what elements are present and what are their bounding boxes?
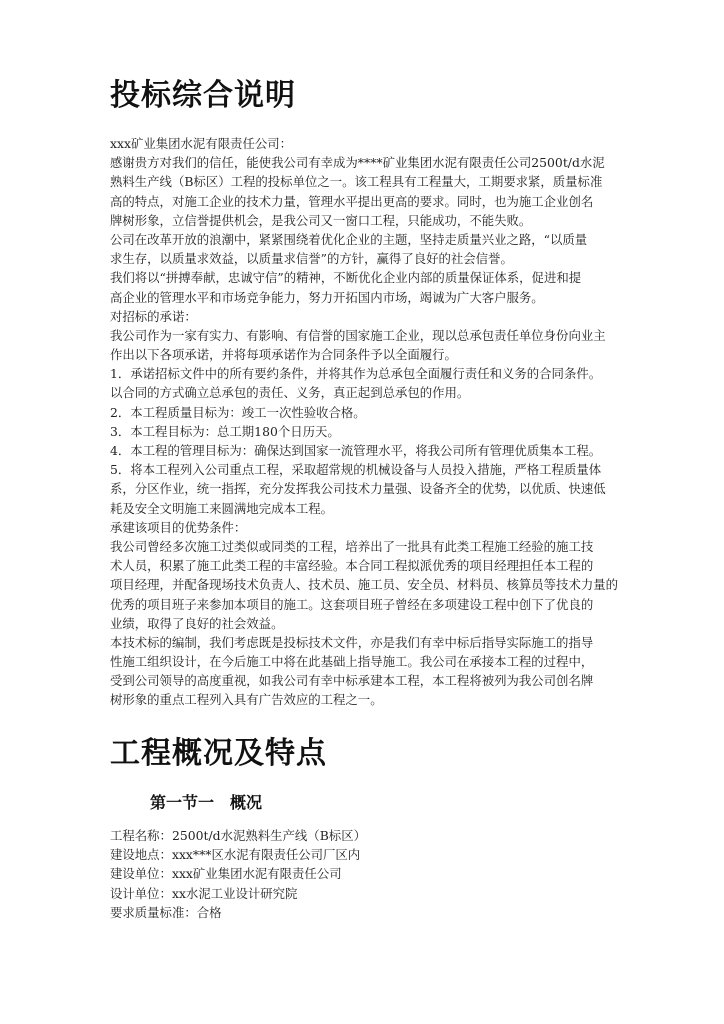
paragraph-line: 系，分区作业，统一指挥，充分发挥我公司技术力量强、设备齐全的优势，以优质、快速低 xyxy=(110,481,606,497)
paragraph-line: 高的特点，对施工企业的技术力量，管理水平提出更高的要求。同时，也为施工企业创名 xyxy=(110,193,594,209)
section-title-project-overview: 工程概况及特点 xyxy=(110,736,327,771)
paragraph-line: 我公司作为一家有实力、有影响、有信誉的国家施工企业，现以总承包责任单位身份向业主 xyxy=(110,327,606,343)
paragraph-line: 优秀的项目班子来参加本项目的施工。这套项目班子曾经在多项建设工程中创下了优良的 xyxy=(110,596,594,612)
paragraph-line: 性施工组织设计，在今后施工中将在此基础上指导施工。我公司在承接本工程的过程中， xyxy=(110,654,594,670)
paragraph-line: 以合同的方式确立总承包的责任、义务，真正起到总承包的作用。 xyxy=(110,385,470,401)
paragraph-line: 感谢贵方对我们的信任，能使我公司有幸成为****矿业集团水泥有限责任公司2500t/d水泥 xyxy=(110,155,605,171)
paragraph-line: 求生存，以质量求效益，以质量求信誉”的方针，赢得了良好的社会信誉。 xyxy=(110,251,513,267)
paragraph-line: 2．本工程质量目标为：竣工一次性验收合格。 xyxy=(110,404,366,420)
paragraph-line: 建设地点：xxx***区水泥有限责任公司厂区内 xyxy=(110,847,361,863)
paragraph-line: 建设单位：xxx矿业集团水泥有限责任公司 xyxy=(110,866,342,882)
paragraph-line: 公司在改革开放的浪潮中，紧紧围绕着优化企业的主题，坚持走质量兴业之路，“以质量 xyxy=(110,231,588,247)
paragraph-line: 本技术标的编制，我们考虑既是投标技术文件，亦是我们有幸中标后指导实际施工的指导 xyxy=(110,634,594,650)
paragraph-line: 熟料生产线（B标区）工程的投标单位之一。该工程具有工程量大，工期要求紧，质量标准 xyxy=(110,174,603,190)
bid-summary-body xyxy=(110,134,618,710)
subsection-title-overview: 第一节一 概况 xyxy=(150,793,263,812)
paragraph-line: 我们将以“拼搏奉献，忠诚守信”的精神，不断优化企业内部的质量保证体系，促进和提 xyxy=(110,270,582,286)
paragraph-line: 1．承诺招标文件中的所有要约条件，并将其作为总承包全面履行责任和义务的合同条件。 xyxy=(110,366,602,382)
paragraph-line: 业绩，取得了良好的社会效益。 xyxy=(110,615,284,631)
paragraph-line: 承建该项目的优势条件： xyxy=(110,519,247,535)
paragraph-line: 树形象的重点工程列入具有广告效应的工程之一。 xyxy=(110,692,383,708)
paragraph-line: 4．本工程的管理目标为：确保达到国家一流管理水平，将我公司所有管理优质集本工程。 xyxy=(110,443,602,458)
paragraph-line: 对招标的承诺： xyxy=(110,308,197,324)
paragraph-line: 要求质量标准：合格 xyxy=(110,904,222,920)
paragraph-line: 3．本工程目标为：总工期180个日历天。 xyxy=(110,423,340,439)
paragraph-line: 工程名称：2500t/d水泥熟料生产线（B标区） xyxy=(110,828,366,843)
paragraph-line: 5．将本工程列入公司重点工程，采取超常规的机械设备与人员投入措施，严格工程质量体 xyxy=(110,462,602,478)
paragraph-line: 术人员，积累了施工此类工程的丰富经验。本合同工程拟派优秀的项目经理担任本工程的 xyxy=(110,558,594,574)
project-overview-body xyxy=(110,826,618,922)
section-title-bid-summary: 投标综合说明 xyxy=(110,78,296,113)
paragraph-line: 我公司曾经多次施工过类似或同类的工程，培养出了一批具有此类工程施工经验的施工技 xyxy=(110,538,594,554)
paragraph-line: xxx矿业集团水泥有限责任公司： xyxy=(110,136,293,151)
paragraph-line: 项目经理，并配备现场技术负责人、技术员、施工员、安全员、材料员、核算员等技术力量的 xyxy=(110,577,618,593)
paragraph-line: 牌树形象，立信誉提供机会，是我公司又一窗口工程，只能成功，不能失败。 xyxy=(110,212,532,228)
paragraph-line: 耗及安全文明施工来圆满地完成本工程。 xyxy=(110,500,334,516)
paragraph-line: 作出以下各项承诺，并将每项承诺作为合同条件予以全面履行。 xyxy=(110,347,457,363)
paragraph-line: 高企业的管理水平和市场竞争能力，努力开拓国内市场，竭诚为广大客户服务。 xyxy=(110,289,544,305)
paragraph-line: 受到公司领导的高度重视，如我公司有幸中标承建本工程，本工程将被列为我公司创名牌 xyxy=(110,673,594,689)
paragraph-line: 设计单位：xx水泥工业设计研究院 xyxy=(110,885,298,901)
